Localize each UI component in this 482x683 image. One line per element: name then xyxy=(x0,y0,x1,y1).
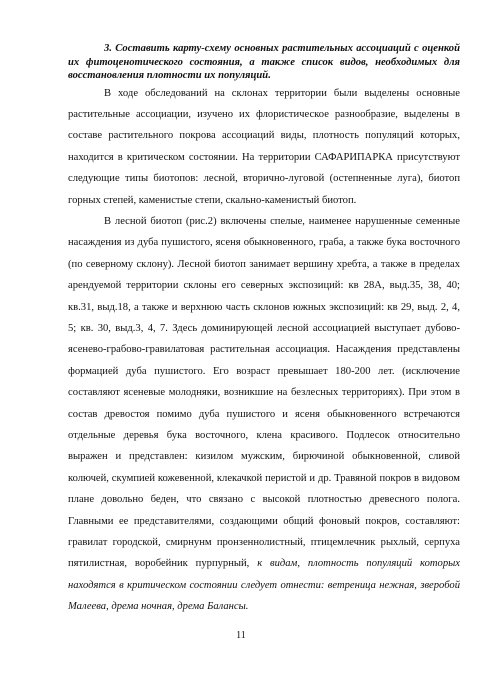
paragraph-forest-text: В лесной биотоп (рис.2) включены спелые, наименее нарушенные семенные насаждения из дуба пушистого, ясеня обыкновенного, граба, а также бука восточного (по северному склону). Лесной биотоп занимает вершину хребта, а также в пределах арендуемой территории склоны его северных экспозиций: кв 28А, выд.35, 38, 40; кв.31, выд.18, а также и верхнюю часть склонов южных экспозиций: кв 29, выд. 2, 4, 5; кв. 30, выд.3, 4, 7. Здесь доминирующей лесной ассоциацией выступает дубово-ясенево-грабово-гравилатовая растительная ассоциация. Насаждения представлены формацией дуба пушистого. Его возраст превышает 180-200 лет. (исключение составляют ясеневые молодняки, возникшие на безлесных территориях). При этом в состав древостоя помимо дуба пушистого и ясеня обыкновенного встречаются отдельные деревья бука восточного, клена красивого. Подлесок относительно выражен и представлен: кизилом мужским, бирючиной обыкновенной, сливой колючей, скумпией кожевенной, клекачкой перистой и др. Травяной покров в видовом плане довольно беден, что связано с высокой плотностью древесного полога. Главными ее представителями, создающими общий фоновый покров, составляют: гравилат городской, смирнунм пронзеннолистный, птицемлечник рыхлый, серпуха пятилистная, воробейник пурпурный, xyxy=(68,215,460,570)
paragraph-intro: В ходе обследований на склонах территории были выделены основные растительные ассоциации, изучено их флористическое разнообразие, выделены в составе растительного покрова ассоциаций виды, плотность популяций которых, находится в критическом состоянии. На территории САФАРИПАРКА присутствуют следующие типы биотопов: лесной, вторично-луговой (остепненные луга), биотоп горных степей, каменистые степи, скально-каменистый биотоп. xyxy=(68,87,460,206)
paragraph-forest-biotope xyxy=(68,211,460,618)
paragraph-forest-italic: к видам, плотность популяций которых находятся в критическом состоянии следует отнести: ветреница нежная, зверобой Малеева, дрема ночная, дрема Балансы. xyxy=(68,558,460,613)
page-number: 11 xyxy=(236,630,246,641)
section-heading: 3. Составить карту-схему основных растительных ассоциаций с оценкой их фитоценотического состояния, а также список видов, необходимых для восстановления плотности их популяций. xyxy=(68,43,460,81)
body-text xyxy=(68,42,460,618)
